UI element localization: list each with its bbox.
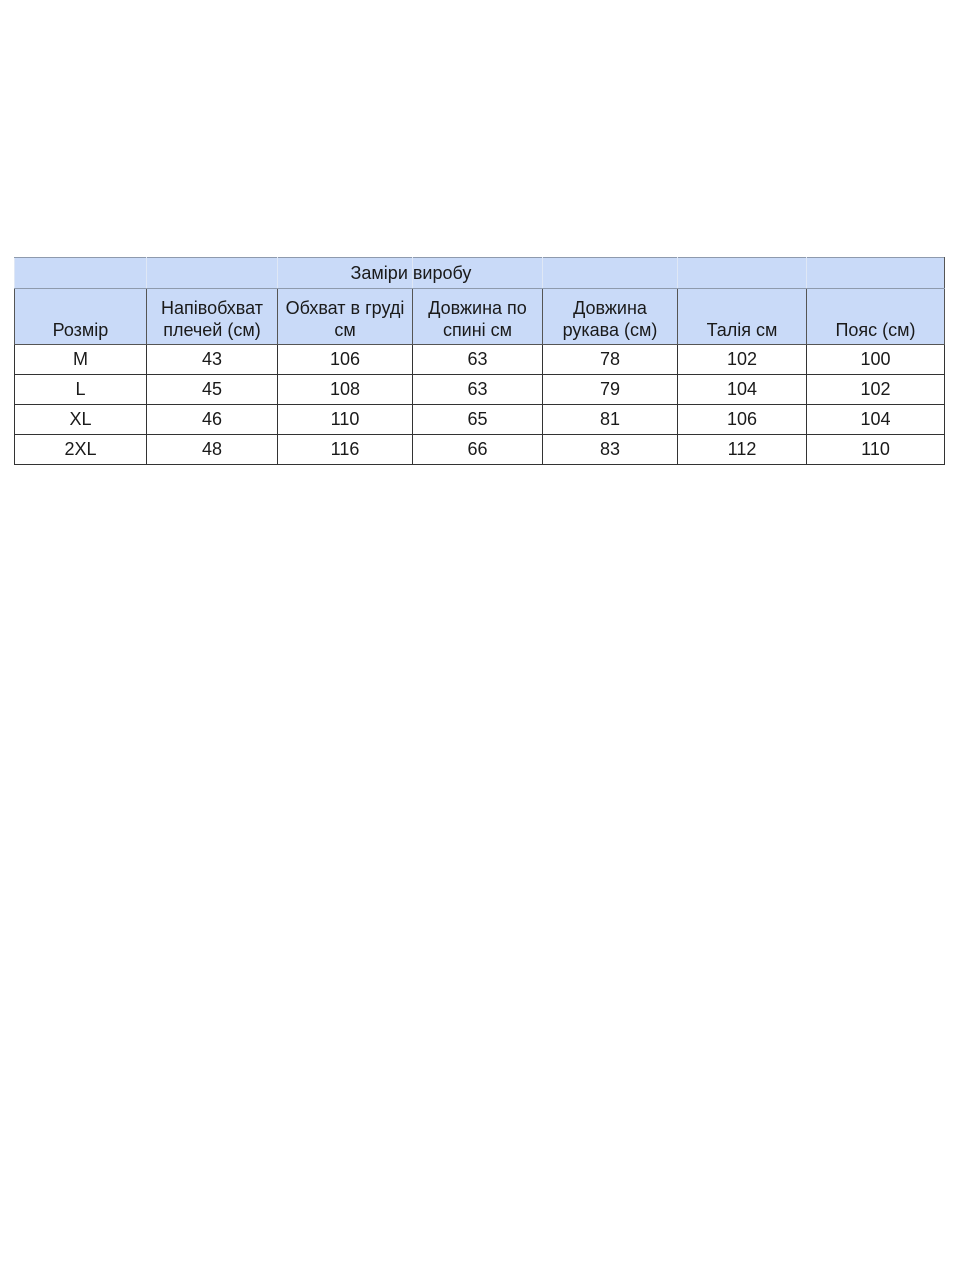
cell-waist: 104 — [678, 375, 807, 405]
title-blank-cell — [543, 258, 678, 289]
cell-shoulders: 45 — [147, 375, 278, 405]
cell-sleeve-length: 79 — [543, 375, 678, 405]
table-title: Заміри виробу — [350, 263, 472, 283]
cell-shoulders: 48 — [147, 435, 278, 465]
column-header-sleeve-length: Довжина рукава (см) — [543, 289, 678, 345]
column-header-shoulders: Напівобхват плечей (см) — [147, 289, 278, 345]
cell-size: XL — [15, 405, 147, 435]
cell-shoulders: 43 — [147, 345, 278, 375]
table-title-cell — [278, 258, 472, 289]
cell-belt: 102 — [807, 375, 945, 405]
cell-chest: 110 — [278, 405, 413, 435]
cell-shoulders: 46 — [147, 405, 278, 435]
column-header-size: Розмір — [15, 289, 147, 345]
cell-sleeve-length: 78 — [543, 345, 678, 375]
cell-belt: 104 — [807, 405, 945, 435]
size-table — [14, 257, 945, 465]
column-header-belt: Пояс (см) — [807, 289, 945, 345]
table-title-row — [15, 258, 945, 289]
cell-waist: 112 — [678, 435, 807, 465]
cell-chest: 108 — [278, 375, 413, 405]
cell-sleeve-length: 83 — [543, 435, 678, 465]
title-blank-cell — [678, 258, 807, 289]
column-header-chest: Обхват в груді см — [278, 289, 413, 345]
title-blank-cell — [807, 258, 945, 289]
cell-back-length: 65 — [413, 405, 543, 435]
cell-belt: 110 — [807, 435, 945, 465]
cell-belt: 100 — [807, 345, 945, 375]
title-blank-cell — [147, 258, 278, 289]
column-header-back-length: Довжина по спині см — [413, 289, 543, 345]
table-row — [15, 375, 945, 405]
table-header-row — [15, 289, 945, 345]
table-row — [15, 405, 945, 435]
table-row — [15, 435, 945, 465]
cell-waist: 106 — [678, 405, 807, 435]
cell-back-length: 63 — [413, 375, 543, 405]
cell-size: L — [15, 375, 147, 405]
title-blank-cell — [15, 258, 147, 289]
cell-size: M — [15, 345, 147, 375]
cell-back-length: 63 — [413, 345, 543, 375]
cell-sleeve-length: 81 — [543, 405, 678, 435]
size-chart — [14, 257, 944, 465]
cell-waist: 102 — [678, 345, 807, 375]
cell-size: 2XL — [15, 435, 147, 465]
table-row — [15, 345, 945, 375]
cell-back-length: 66 — [413, 435, 543, 465]
cell-chest: 116 — [278, 435, 413, 465]
cell-chest: 106 — [278, 345, 413, 375]
column-header-waist: Талія см — [678, 289, 807, 345]
